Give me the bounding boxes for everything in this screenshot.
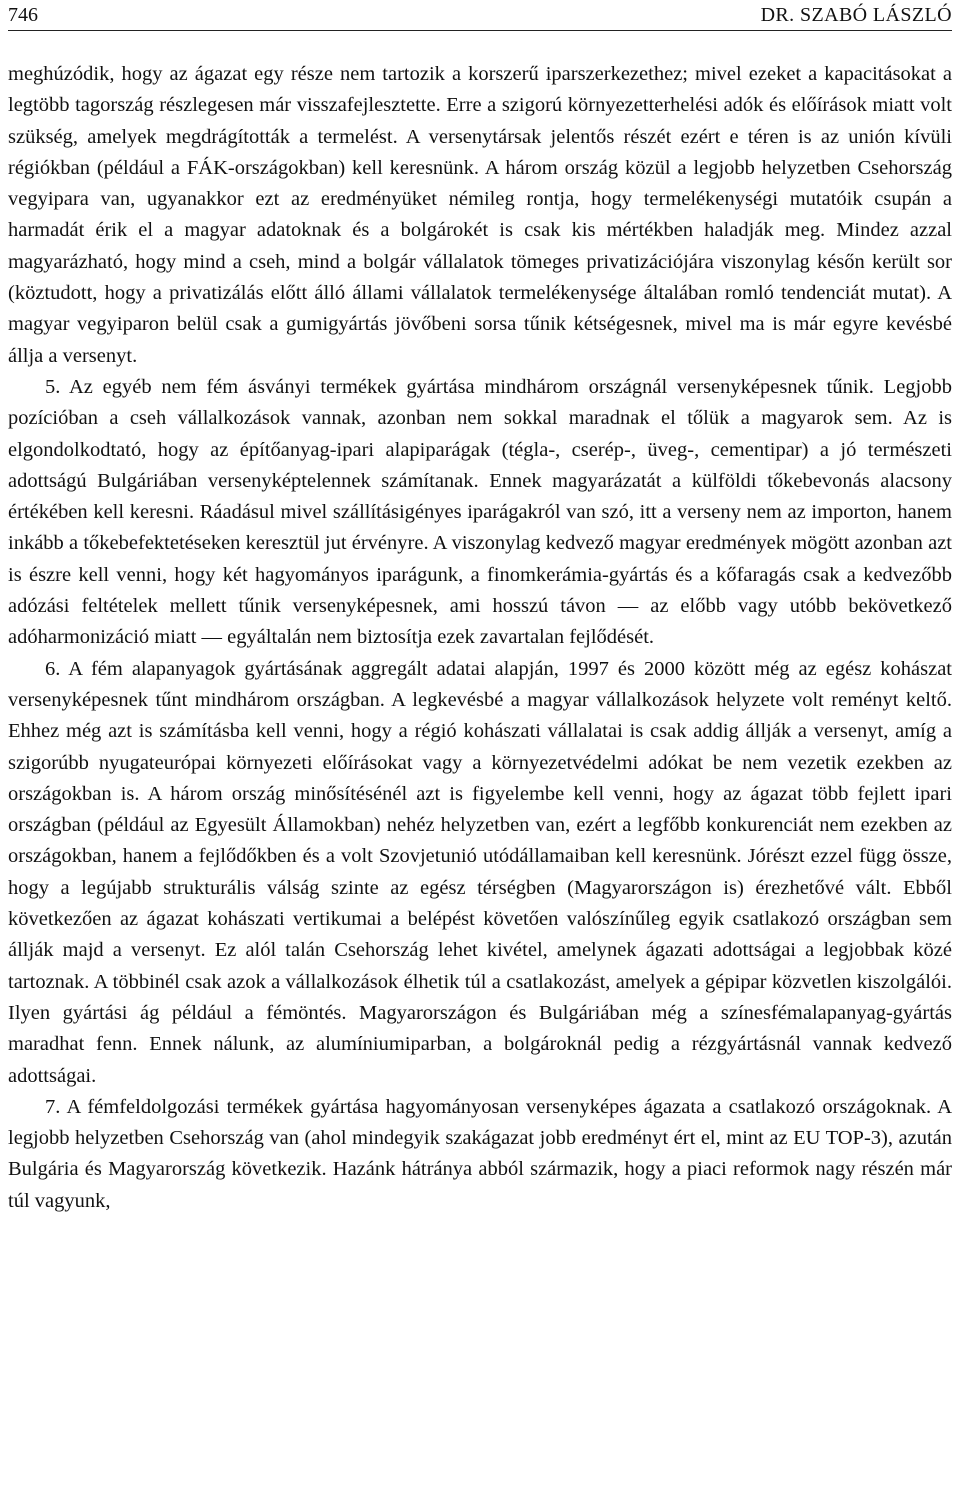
paragraph-text: A fémfeldolgozási termékek gyártása hagyományosan versenyképes ágazata a csatlakozó országoknak. A legjobb helyzetben Csehország van (ahol mindegyik szakágazat jobb eredményt ért el, mint az EU TOP-3), azután Bulgária és Magyarország következik. Hazánk hátránya abból származik, hogy a piaci reformok nagy részén már túl vagyunk,: [8, 1095, 952, 1212]
paragraph-section-5: [8, 372, 952, 654]
section-number: 5.: [45, 375, 61, 398]
paragraph-text: Az egyéb nem fém ásványi termékek gyártása mindhárom országnál versenyképesnek tűnik. Legjobb pozícióban a cseh vállalkozások vannak, azonban nem sokkal maradnak el tőlük a magyarok sem. Az is elgondolkodtató, hogy az építőanyag-ipari alapiparágak (tégla-, cserép-, üveg-, cementipar) a jó természeti adottságú Bulgáriában versenyképtelennek számítanak. Ennek magyarázatát a külföldi tőkebevonás alacsony értékében kell keresni. Ráadásul mivel szállításigényes iparágakról van szó, itt a verseny nem az importon, hanem inkább a tőkebefektetéseken keresztül jut érvényre. A viszonylag kedvező magyar eredmények mögött azonban azt is észre kell venni, hogy két hagyományos iparágunk, a finomkerámia-gyártás és a kőfaragás csak a kedvezőbb adózási feltételek mellett tűnik versenyképesnek, ami hosszú távon — az előbb vagy utóbb bekövetkező adóharmonizáció miatt — egyáltalán nem biztosítja ezek zavartalan fejlődését.: [8, 375, 952, 649]
running-head: DR. SZABÓ LÁSZLÓ: [760, 4, 952, 26]
paragraph-section-7: [8, 1092, 952, 1217]
paragraph-text: meghúzódik, hogy az ágazat egy része nem tartozik a korszerű iparszerkezethez; mivel ezeket a kapacitásokat a legtöbb tagország részlegesen már visszafejlesztette. Erre a szigorú környezetterhelési adók és előírások miatt volt szükség, amelyek megdrágították a termelést. A versenytársak jelentős részét ezért e téren is az unión kívüli régiókban (például a FÁK-országokban) kell keresnünk. A három ország közül a legjobb helyzetben Csehország vegyipara van, ugyanakkor ezt az eredményüket némileg rontja, hogy termelékenységi mutatóik csupán a harmadát érik el a magyar adatoknak és a bolgárokét is csak kis mértékben haladják meg. Mindez azzal magyarázható, hogy mind a cseh, mind a bolgár vállalatok tömeges privatizációjára viszonylag későn került sor (köztudott, hogy a privatizálás előtt álló állami vállalatok termelékenysége általában romló tendenciát mutat). A magyar vegyiparon belül csak a gumigyártás jövőbeni sorsa tűnik kétségesnek, mivel ma is már egyre kevésbé állja a versenyt.: [8, 63, 952, 367]
body-text: [8, 59, 952, 1217]
paragraph-continuation: [8, 59, 952, 372]
page-number: 746: [8, 4, 38, 26]
section-number: 7.: [45, 1095, 61, 1118]
page-header: [8, 2, 952, 31]
paragraph-text: A fém alapanyagok gyártásának aggregált adatai alapján, 1997 és 2000 között még az egész kohászat versenyképesnek tűnt mindhárom országban. A legkevésbé a magyar vállalkozások helyzete volt reményt keltő. Ehhez még azt is számításba kell venni, hogy a régió kohászati vállalatai is csak addig állják a versenyt, amíg a szigorúbb nyugateurópai környezeti előírásokat vagy a környezetvédelmi adókat be nem vezetik ezekben az országokban is. A három ország minősítésénél azt is figyelembe kell venni, hogy az ágazat több fejlett ipari országban (például az Egyesült Államokban) nehéz helyzetben van, ezért a legfőbb konkurenciát nem ezekben az országokban, hanem a fejlődőkben és a volt Szovjetunió utódállamaiban kell keresnünk. Jórészt ezzel függ össze, hogy a legújabb strukturális válság szinte az egész térségben (Magyarországon is) érezhetővé vált. Ebből következően az ágazat kohászati vertikumai a belépést követően valószínűleg egyik csatlakozó országban sem állják majd a versenyt. Ez alól talán Csehország lehet kivétel, amelynek ágazati adottságai a legjobbak közé tartoznak. A többinél csak azok a vállalkozások élhetik túl a csatlakozást, amelyek a gépipar közvetlen kiszolgálói. Ilyen gyártási ág például a fémöntés. Magyarországon és Bulgáriában még a színesfémalapanyag-gyártás maradhat fenn. Ennek nálunk, az alumíniumiparban, a bolgároknál pedig a rézgyártásnál vannak kedvező adottságai.: [8, 657, 952, 1087]
section-number: 6.: [45, 657, 61, 680]
paragraph-section-6: [8, 654, 952, 1092]
